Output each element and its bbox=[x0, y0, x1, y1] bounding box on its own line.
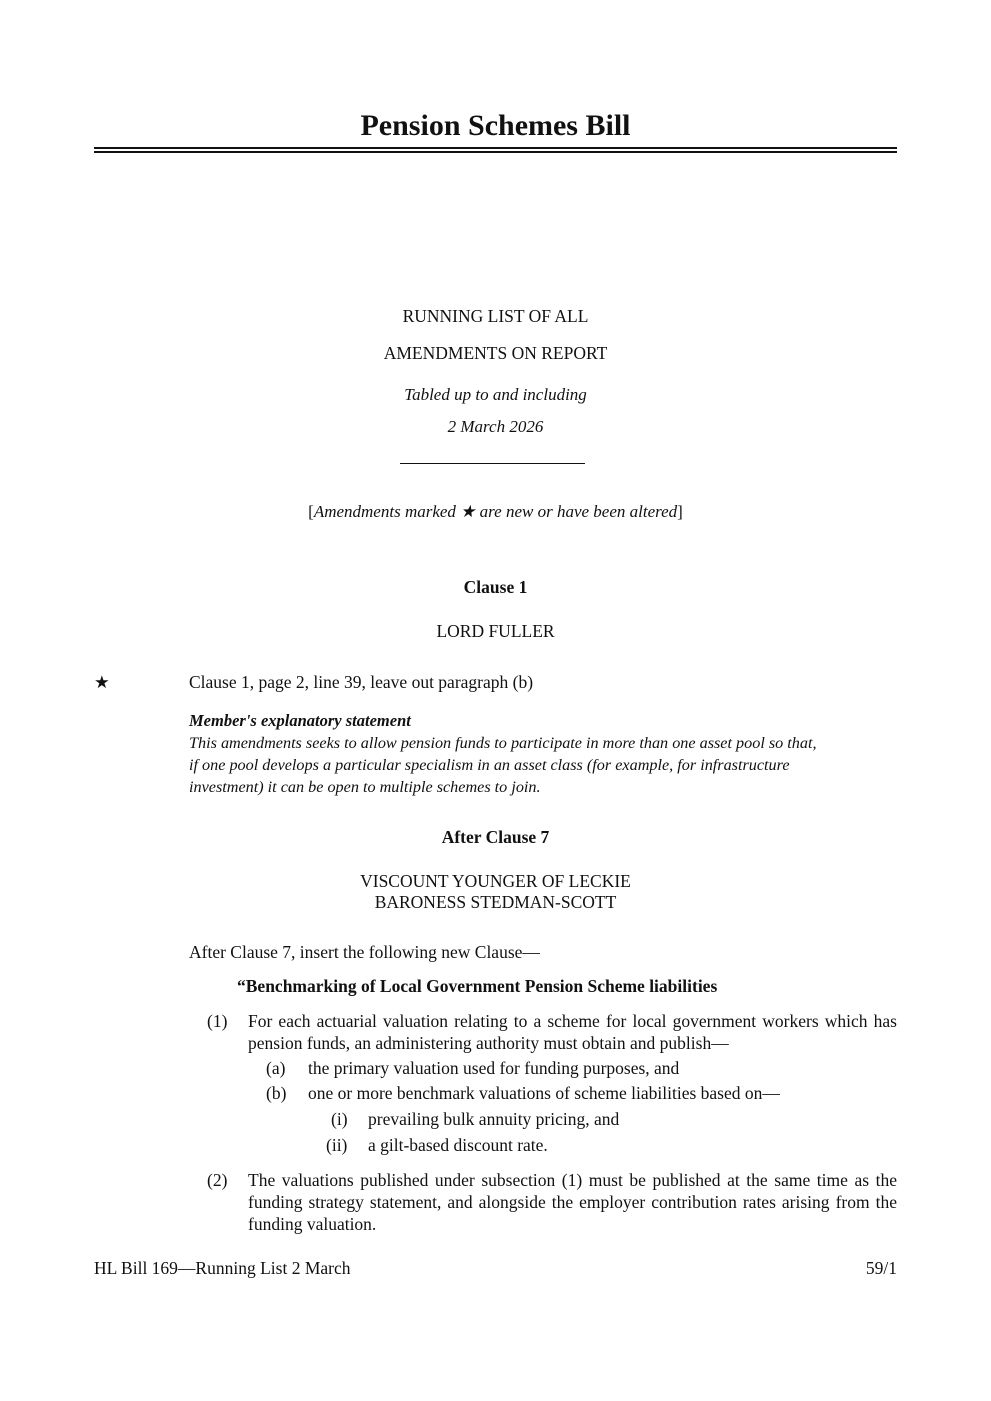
subparagraph-text: prevailing bulk annuity pricing, and bbox=[368, 1109, 620, 1129]
footer-page-number: 59/1 bbox=[865, 1258, 897, 1278]
paragraph-text: the primary valuation used for funding purposes, and bbox=[308, 1058, 680, 1078]
footer-bill-reference: HL Bill 169—Running List 2 March bbox=[94, 1258, 351, 1278]
bill-title: Pension Schemes Bill bbox=[360, 109, 631, 142]
note-bracket-open: [ bbox=[308, 502, 314, 521]
tabled-line-1: Tabled up to and including bbox=[404, 385, 587, 404]
new-clause-heading: “Benchmarking of Local Government Pension Scheme liabilities bbox=[237, 976, 718, 996]
section-heading: Clause 1 bbox=[463, 577, 528, 597]
new-amendment-star-icon: ★ bbox=[94, 672, 110, 692]
amendment-text: After Clause 7, insert the following new Clause— bbox=[189, 942, 540, 962]
statement-heading: Member's explanatory statement bbox=[189, 711, 411, 730]
amendments-note bbox=[0, 501, 991, 523]
statement-line: investment) it can be open to multiple schemes to join. bbox=[189, 778, 541, 796]
paragraph-text: one or more benchmark valuations of scheme liabilities based on— bbox=[308, 1083, 780, 1103]
paragraph-number: (b) bbox=[266, 1083, 287, 1103]
member-name: BARONESS STEDMAN-SCOTT bbox=[374, 892, 617, 912]
statement-line: This amendments seeks to allow pension funds to participate in more than one asset pool so that, bbox=[189, 734, 817, 752]
member-name: LORD FULLER bbox=[436, 621, 555, 641]
note-text: Amendments marked ★ are new or have been altered bbox=[313, 502, 678, 521]
subparagraph-number: (i) bbox=[331, 1109, 348, 1129]
tabled-date: 2 March 2026 bbox=[447, 417, 544, 436]
paragraph-number: (a) bbox=[266, 1058, 286, 1078]
subparagraph-number: (ii) bbox=[326, 1135, 348, 1155]
title-rule-bottom bbox=[94, 151, 897, 153]
amendment-text: Clause 1, page 2, line 39, leave out paragraph (b) bbox=[189, 672, 534, 692]
subsection-text: The valuations published under subsection (1) must be published at the same time as the funding strategy statement, and alongside the employer contribution rates arising from the funding valuation. bbox=[248, 1170, 897, 1234]
subsection-number: (1) bbox=[207, 1011, 228, 1031]
divider bbox=[400, 463, 585, 464]
member-name: VISCOUNT YOUNGER OF LECKIE bbox=[360, 871, 631, 891]
subsection-text: For each actuarial valuation relating to a scheme for local government workers which has pension funds, an administering authority must obtain and publish— bbox=[248, 1011, 897, 1053]
list-title-line-1: RUNNING LIST OF ALL bbox=[402, 306, 589, 326]
statement-line: if one pool develops a particular specialism in an asset class (for example, for infrastructure bbox=[189, 756, 790, 774]
subparagraph-text: a gilt-based discount rate. bbox=[368, 1135, 548, 1155]
subsection-number: (2) bbox=[207, 1170, 228, 1190]
note-bracket-close: ] bbox=[677, 502, 683, 521]
list-title-line-2: AMENDMENTS ON REPORT bbox=[383, 343, 608, 363]
title-rule-top bbox=[94, 147, 897, 149]
section-heading: After Clause 7 bbox=[441, 827, 550, 847]
